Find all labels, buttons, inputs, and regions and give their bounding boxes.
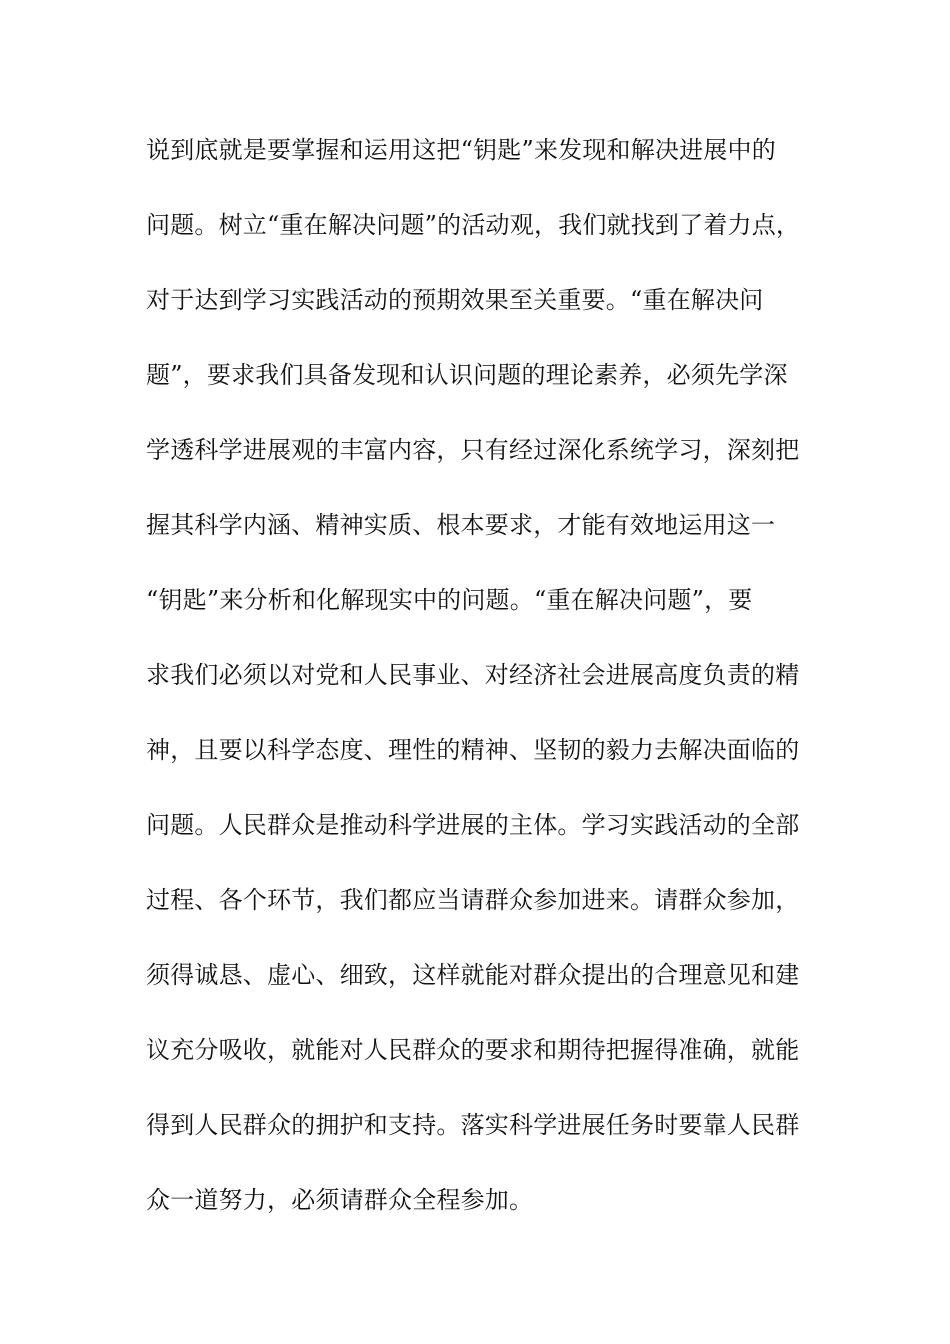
text-line: 握其科学内涵、精神实质、根本要求，才能有效地运用这一 — [146, 511, 776, 539]
text-line: 问题。人民群众是推动科学进展的主体。学习实践活动的全部 — [146, 811, 800, 839]
text-line: 神，且要以科学态度、理性的精神、坚韧的毅力去解决面临的 — [146, 736, 800, 764]
text-line: 得到人民群众的拥护和支持。落实科学进展任务时要靠人民群 — [146, 1111, 800, 1139]
text-line: 众一道努力，必须请群众全程参加。 — [146, 1186, 534, 1214]
text-line: 求我们必须以对党和人民事业、对经济社会进展高度负责的精 — [146, 661, 800, 689]
body-paragraph — [146, 130, 826, 1255]
text-line: 学透科学进展观的丰富内容，只有经过深化系统学习，深刻把 — [146, 436, 800, 464]
text-line: 说到底就是要掌握和运用这把“钥匙”来发现和解决进展中的 — [146, 136, 776, 164]
text-line: “钥匙”来分析和化解现实中的问题。“重在解决问题”，要 — [146, 586, 753, 614]
text-line: 问题。树立“重在解决问题”的活动观，我们就找到了着力点， — [146, 211, 801, 239]
text-line: 题”，要求我们具备发现和认识问题的理论素养，必须先学深 — [146, 361, 788, 389]
text-line: 对于达到学习实践活动的预期效果至关重要。“重在解决问 — [146, 286, 764, 314]
text-line: 过程、各个环节，我们都应当请群众参加进来。请群众参加， — [146, 886, 800, 914]
text-line: 议充分吸收，就能对人民群众的要求和期待把握得准确，就能 — [146, 1036, 800, 1064]
text-line: 须得诚恳、虚心、细致，这样就能对群众提出的合理意见和建 — [146, 961, 800, 989]
